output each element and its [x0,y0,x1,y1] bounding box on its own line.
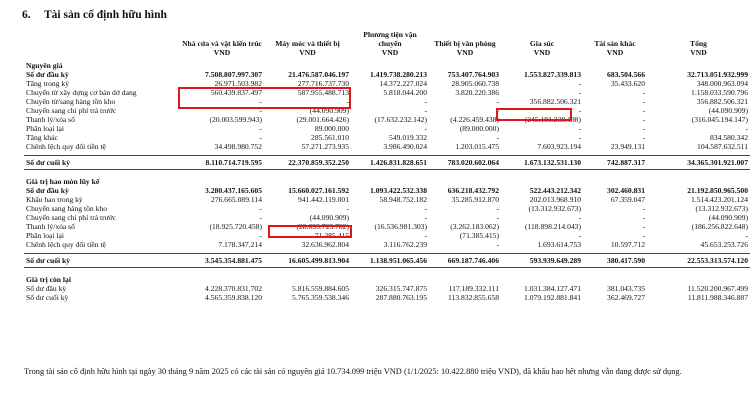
table-row [24,79,750,88]
table-row [24,97,750,106]
column-header-name: Tổng [690,39,707,48]
table-row [24,240,750,249]
row-label: Chênh lệch quy đổi tiền tệ [26,142,106,151]
table-cell: 587.955.488.713 [297,88,349,97]
table-cell: 326.315.747.875 [375,284,427,293]
table-row [24,195,750,204]
table-cell: 356.882.506.321 [696,97,748,106]
table-cell: 8.110.714.719.595 [180,156,264,170]
table-cell: (28.633.723.782) [296,222,349,231]
table-cell: 11.520.200.967.499 [687,284,748,293]
table-row [24,106,750,115]
table-cell: (17.632.232.142) [374,115,427,124]
table-cell: - [496,213,499,222]
table-cell: - [259,231,262,240]
table-cell: 7.178.347.214 [218,240,262,249]
table-row [24,186,750,195]
table-cell: 26.971.503.982 [214,79,262,88]
table-cell: 34.498.980.752 [214,142,262,151]
table-cell: 3.986.490.024 [383,142,427,151]
row-label: Giá trị còn lại [26,275,71,284]
table-cell: 1.031.384.127.471 [524,284,581,293]
table-cell: 104.587.632.511 [697,142,748,151]
row-label: Số dư đầu kỳ [26,284,67,293]
table-row [24,115,750,124]
row-label: Chuyển sang chi phí trả trước [26,213,117,222]
table-cell: 669.187.746.406 [429,254,501,268]
table-cell: (44.090.909) [708,213,748,222]
table-cell: 1.553.827.339.813 [524,70,581,79]
table-cell: 560.439.837.497 [210,88,262,97]
table-cell: - [424,106,427,115]
table-cell: 67.359.047 [610,195,645,204]
row-label: Phân loại lại [26,124,64,133]
table-cell: - [642,213,645,222]
column-header-name: Phương tiện vận chuyển [363,30,417,48]
table-cell: - [642,231,645,240]
table-cell: - [424,213,427,222]
table-cell: - [642,204,645,213]
highlight-box-livestock-inventory-transfer [496,108,572,121]
table-cell: 16.605.499.813.904 [264,254,351,268]
table-cell: - [642,88,645,97]
section-title: Tài sản cố định hữu hình [44,9,167,21]
table-cell: - [424,231,427,240]
table-cell: 202.013.968.910 [529,195,581,204]
table-row [24,231,750,240]
table-cell: (89.000.000) [459,124,499,133]
table-cell: 834.580.342 [710,133,748,142]
table-cell: - [259,213,262,222]
table-cell: 32.636.962.804 [301,240,349,249]
row-label: Giá trị hao mòn lũy kế [26,177,100,186]
table-cell: 5.765.359.538.346 [292,293,349,302]
column-header-name: Nhà cửa và vật kiến trúc [182,39,262,48]
table-cell: 35.285.912.870 [451,195,499,204]
table-cell: (186.256.822.648) [691,222,748,231]
footnote: Trong tài sản cố định hữu hình tại ngày 30 tháng 9 năm 2025 có các tài sản có nguyên giá 10.734.099 triệu VND (1/1/2025: 10.422.880 triệu VND), đã khấu hao hết nhưng vẫn đang được sử dụng. [24,367,682,376]
column-header-name: Gia súc [529,39,555,48]
table-cell: (44.090.909) [309,106,349,115]
table-cell: - [578,133,581,142]
table-row [24,272,750,284]
table-cell: 11.811.988.346.887 [687,293,748,302]
table-cell: 3.116.762.239 [383,240,427,249]
table-cell: 89.000.000 [314,124,349,133]
table-cell: 71.385.415 [314,231,349,240]
table-cell: (4.226.459.438) [450,115,499,124]
table-cell: 1.093.422.532.338 [370,186,427,195]
table-cell: (44.090.909) [708,106,748,115]
table-cell: - [578,79,581,88]
table-row [24,174,750,186]
table-cell: 3.280.437.165.605 [205,186,262,195]
table-cell: - [745,231,748,240]
table-cell: 362.469.727 [607,293,645,302]
table-cell: - [346,97,349,106]
column-header [647,30,750,58]
table-cell: 35.433.620 [610,79,645,88]
table-cell: (18.925.720.458) [209,222,262,231]
table-row [24,142,750,151]
table-cell: 783.020.602.064 [429,156,501,170]
table-cell: 45.653.253.726 [700,240,748,249]
row-label: Thanh lý/xóa sổ [26,222,75,231]
table-cell: 1.514.423.201.124 [691,195,748,204]
table-cell: 1.693.614.753 [537,240,581,249]
row-label: Tăng khác [26,133,58,142]
table-cell: 1.419.738.280.213 [370,70,427,79]
table-row [24,293,750,302]
table-cell: 285.561.010 [311,133,349,142]
table-cell: - [642,115,645,124]
row-label: Phân loại lại [26,231,64,240]
table-cell: 381.043.735 [607,284,645,293]
table-cell: 1.079.192.881.841 [524,293,581,302]
table-cell: 380.417.590 [583,254,647,268]
table-cell: 683.504.566 [607,70,645,79]
table-cell: - [642,133,645,142]
row-label: Số dư cuối kỳ [24,156,180,170]
table-cell: - [259,124,262,133]
table-cell: - [496,97,499,106]
table-cell: - [578,88,581,97]
row-label: Chuyển từ xây dựng cơ bản dở dang [26,88,137,97]
table-cell: 22.370.859.352.250 [264,156,351,170]
table-cell: (44.090.909) [309,213,349,222]
row-label: Thanh lý/xóa sổ [26,115,75,124]
column-header [264,30,351,58]
table-cell: 10.597.712 [610,240,645,249]
table-cell: 522.443.212.342 [529,186,581,195]
column-header-unit: VND [606,48,624,57]
table-cell: 3.820.220.386 [455,88,499,97]
table-cell: - [642,124,645,133]
column-header [429,30,501,58]
table-cell: (245.181.238.198) [524,115,581,124]
column-header-name: Tài sản khác [594,39,636,48]
column-header [501,30,583,58]
table-cell: 1.138.951.065.456 [351,254,429,268]
column-header-unit: VND [533,48,551,57]
table-row [24,58,750,70]
table-cell: (20.003.599.943) [209,115,262,124]
column-header-unit: VND [299,48,316,57]
highlight-box-machinery-depreciation [268,225,352,238]
table-cell: - [578,231,581,240]
table-cell: 21.192.850.965.500 [687,186,748,195]
table-cell: 302.460.831 [607,186,645,195]
table-cell: 117.189.332.111 [448,284,499,293]
table-cell: 4.228.370.831.702 [205,284,262,293]
label-column-header [24,30,180,58]
column-header [351,30,429,58]
table-cell: 28.905.060.738 [451,79,499,88]
row-label: Chênh lệch quy đổi tiền tệ [26,240,106,249]
table-cell: - [259,133,262,142]
table-cell: 356.882.506.321 [529,97,581,106]
table-cell: 593.939.649.289 [501,254,583,268]
table-cell: 7.603.923.194 [537,142,581,151]
table-cell: 22.553.313.574.120 [647,254,750,268]
table-cell: (13.312.932.673) [528,204,581,213]
table-cell: (316.045.194.147) [691,115,748,124]
table-cell: - [642,222,645,231]
table-cell: (16.536.981.303) [374,222,427,231]
table-cell: 287.880.763.195 [375,293,427,302]
table-cell: 3.545.354.881.475 [180,254,264,268]
table-row [24,88,750,97]
table-row [24,204,750,213]
table-cell: 1.673.132.531.130 [501,156,583,170]
table-body [24,58,750,302]
table-cell: 1.203.015.475 [455,142,499,151]
table-cell: (3.262.183.062) [450,222,499,231]
table-cell: 277.716.737.730 [297,79,349,88]
column-header-unit: VND [381,48,399,57]
table-row [24,213,750,222]
table-cell: - [424,97,427,106]
table-cell: 5.818.044.200 [383,88,427,97]
table-cell: 5.816.559.884.605 [292,284,349,293]
column-header-unit: VND [456,48,474,57]
table-row [24,133,750,142]
table-cell: 14.372.227.024 [379,79,427,88]
table-cell: - [578,124,581,133]
table-row [24,284,750,293]
row-label: Chuyển sang hàng tồn kho [26,204,107,213]
table-cell: - [642,97,645,106]
highlight-box-increase-and-cip [178,87,351,109]
table-row [24,254,750,268]
table-cell: 113.832.855.658 [448,293,499,302]
table-header-row [24,30,750,58]
table-cell: 549.019.332 [389,133,427,142]
table-cell: - [496,204,499,213]
column-header-unit: VND [690,48,707,57]
table-cell: 34.365.301.921.007 [647,156,750,170]
table-cell: 1.158.033.590.796 [691,88,748,97]
row-label: Số dư cuối kỳ [26,293,69,302]
table-cell: 32.713.051.932.999 [687,70,748,79]
row-label: Số dư đầu kỳ [26,186,69,195]
column-header [180,30,264,58]
row-label: Nguyên giá [26,61,63,70]
table-cell: (118.898.214.043) [524,222,581,231]
row-label: Số dư cuối kỳ [24,254,180,268]
table-cell: - [259,97,262,106]
row-label: Khấu hao trong kỳ [26,195,83,204]
table-cell: - [346,204,349,213]
table-cell: - [642,106,645,115]
table-cell: (29.001.664.426) [296,115,349,124]
table-cell: - [496,106,499,115]
column-header [583,30,647,58]
table-cell: 1.426.831.828.651 [351,156,429,170]
table-cell: 23.949.131 [610,142,645,151]
table-cell: - [496,240,499,249]
table-cell: 636.218.432.792 [447,186,499,195]
fixed-assets-table [24,30,750,302]
table-cell: - [578,106,581,115]
section-number: 6. [22,9,31,21]
table-cell: 4.565.359.838.120 [205,293,262,302]
table-cell: (13.312.932.673) [695,204,748,213]
table-cell: - [496,133,499,142]
column-header-unit: VND [213,48,231,57]
column-header-name: Máy móc và thiết bị [275,39,340,48]
table-cell: 276.665.089.114 [211,195,262,204]
table-cell: 15.660.027.161.592 [288,186,349,195]
table-cell: - [578,213,581,222]
table-cell: - [424,124,427,133]
table-cell: 58.948.752.182 [379,195,427,204]
table-cell: 57.271.273.935 [301,142,349,151]
table-cell: 348.000.963.094 [696,79,748,88]
table-row [24,222,750,231]
column-header-name: Thiết bị văn phòng [434,39,496,48]
table-cell: - [259,204,262,213]
table-row [24,156,750,170]
table-cell: 941.442.119.001 [298,195,349,204]
table-row [24,70,750,79]
table-cell: 753.407.764.903 [447,70,499,79]
table-cell: - [259,106,262,115]
row-label: Chuyển từ/sang hàng tồn kho [26,97,116,106]
row-label: Số dư đầu kỳ [26,70,69,79]
table-cell: 21.476.587.046.197 [288,70,349,79]
table-row [24,124,750,133]
table-cell: 7.508.807.997.307 [205,70,262,79]
row-label: Chuyển sang chi phí trả trước [26,106,117,115]
row-label: Tăng trong kỳ [26,79,70,88]
table-cell: 742.887.317 [583,156,647,170]
table-cell: (71.385.415) [459,231,499,240]
table-cell: - [424,204,427,213]
table-cell: - [745,124,748,133]
